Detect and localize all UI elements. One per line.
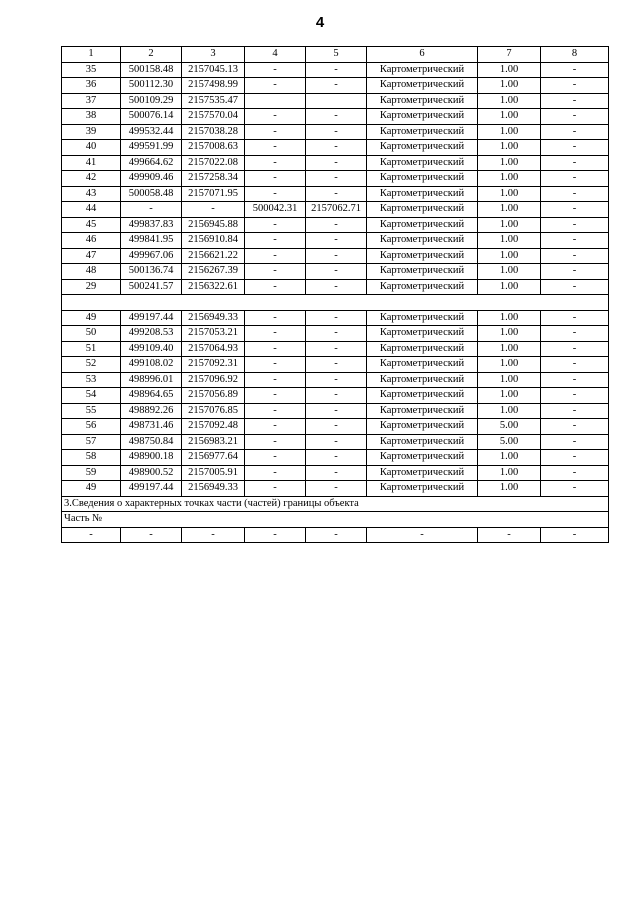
header-row bbox=[62, 47, 609, 63]
table-cell: - bbox=[245, 372, 306, 388]
table-cell: - bbox=[245, 419, 306, 435]
table-cell: 2157045.13 bbox=[182, 62, 245, 78]
table-cell: 49 bbox=[62, 481, 121, 497]
table-cell: 498892.26 bbox=[121, 403, 182, 419]
table-row bbox=[62, 326, 609, 342]
table-row bbox=[62, 109, 609, 125]
table-cell bbox=[245, 93, 306, 109]
table-cell: - bbox=[541, 155, 609, 171]
table-row bbox=[62, 248, 609, 264]
header-cell: 8 bbox=[541, 47, 609, 63]
table-cell: 1.00 bbox=[478, 450, 541, 466]
table-cell: 2156322.61 bbox=[182, 279, 245, 295]
table-cell: 1.00 bbox=[478, 403, 541, 419]
table-cell: 500112.30 bbox=[121, 78, 182, 94]
table-row bbox=[62, 93, 609, 109]
table-cell: 498996.01 bbox=[121, 372, 182, 388]
part-label-row bbox=[62, 512, 609, 528]
dash-cell: - bbox=[62, 527, 121, 543]
table-cell: - bbox=[245, 465, 306, 481]
dash-cell: - bbox=[245, 527, 306, 543]
table-cell: - bbox=[182, 202, 245, 218]
table-row bbox=[62, 171, 609, 187]
table-cell: - bbox=[306, 341, 367, 357]
header-cell: 1 bbox=[62, 47, 121, 63]
table-cell: Картометрический bbox=[367, 403, 478, 419]
table-cell: 1.00 bbox=[478, 372, 541, 388]
table-row bbox=[62, 357, 609, 373]
table-cell: 2157022.08 bbox=[182, 155, 245, 171]
table-cell: 2157071.95 bbox=[182, 186, 245, 202]
table-cell: - bbox=[306, 155, 367, 171]
table-cell: - bbox=[541, 388, 609, 404]
table-cell: 1.00 bbox=[478, 140, 541, 156]
table-cell: 1.00 bbox=[478, 124, 541, 140]
header-cell: 3 bbox=[182, 47, 245, 63]
table-cell: 36 bbox=[62, 78, 121, 94]
table-cell: 500042.31 bbox=[245, 202, 306, 218]
table-cell: 499909.46 bbox=[121, 171, 182, 187]
table-cell: - bbox=[245, 217, 306, 233]
table-cell: - bbox=[541, 109, 609, 125]
dash-cell: - bbox=[121, 527, 182, 543]
table-cell: - bbox=[306, 372, 367, 388]
table-cell: 1.00 bbox=[478, 264, 541, 280]
table-cell: 5.00 bbox=[478, 434, 541, 450]
table-row bbox=[62, 217, 609, 233]
table-cell: - bbox=[245, 403, 306, 419]
table-cell: Картометрический bbox=[367, 279, 478, 295]
table-cell: 49 bbox=[62, 310, 121, 326]
table-cell: - bbox=[245, 186, 306, 202]
table-row bbox=[62, 450, 609, 466]
table-cell: 1.00 bbox=[478, 78, 541, 94]
table-row bbox=[62, 388, 609, 404]
table-cell: Картометрический bbox=[367, 155, 478, 171]
table-cell: - bbox=[541, 78, 609, 94]
header-cell: 6 bbox=[367, 47, 478, 63]
table-cell: - bbox=[245, 326, 306, 342]
table-cell: - bbox=[245, 264, 306, 280]
table-cell: Картометрический bbox=[367, 372, 478, 388]
table-cell: 1.00 bbox=[478, 233, 541, 249]
table-cell: - bbox=[245, 388, 306, 404]
table-cell: Картометрический bbox=[367, 450, 478, 466]
table-cell: Картометрический bbox=[367, 124, 478, 140]
table-cell: - bbox=[245, 310, 306, 326]
table-cell: 2157064.93 bbox=[182, 341, 245, 357]
table-cell: Картометрический bbox=[367, 78, 478, 94]
table-row bbox=[62, 403, 609, 419]
table-cell: - bbox=[541, 264, 609, 280]
table-cell: 2156949.33 bbox=[182, 310, 245, 326]
table-cell: - bbox=[306, 233, 367, 249]
table-cell: 37 bbox=[62, 93, 121, 109]
table-cell: - bbox=[245, 341, 306, 357]
table-cell: 2156945.88 bbox=[182, 217, 245, 233]
table-cell: - bbox=[306, 465, 367, 481]
header-cell: 7 bbox=[478, 47, 541, 63]
dash-cell: - bbox=[541, 527, 609, 543]
section3-title: 3.Сведения о характерных точках части (частей) границы объекта bbox=[62, 496, 609, 512]
dash-cell: - bbox=[478, 527, 541, 543]
table-cell: - bbox=[541, 419, 609, 435]
table-cell: 2157005.91 bbox=[182, 465, 245, 481]
table-cell: 44 bbox=[62, 202, 121, 218]
table-cell: - bbox=[541, 62, 609, 78]
table-cell: 1.00 bbox=[478, 93, 541, 109]
table-cell: 50 bbox=[62, 326, 121, 342]
table-cell: 1.00 bbox=[478, 202, 541, 218]
table-cell: - bbox=[541, 140, 609, 156]
table-cell: - bbox=[541, 279, 609, 295]
table-cell: 2157535.47 bbox=[182, 93, 245, 109]
table-cell: 39 bbox=[62, 124, 121, 140]
table-cell: 2157092.48 bbox=[182, 419, 245, 435]
table-cell: - bbox=[245, 279, 306, 295]
dash-cell: - bbox=[182, 527, 245, 543]
table-cell: 43 bbox=[62, 186, 121, 202]
table-cell: Картометрический bbox=[367, 233, 478, 249]
table-cell: - bbox=[306, 171, 367, 187]
table-cell: Картометрический bbox=[367, 140, 478, 156]
table-cell: - bbox=[306, 109, 367, 125]
table-cell: - bbox=[306, 186, 367, 202]
table-cell: Картометрический bbox=[367, 419, 478, 435]
table-cell: - bbox=[306, 264, 367, 280]
table-cell: 2157076.85 bbox=[182, 403, 245, 419]
table-cell: - bbox=[306, 124, 367, 140]
table-cell: 2157053.21 bbox=[182, 326, 245, 342]
table-cell: - bbox=[541, 310, 609, 326]
table-cell: Картометрический bbox=[367, 434, 478, 450]
table-cell: 40 bbox=[62, 140, 121, 156]
table-cell: 498731.46 bbox=[121, 419, 182, 435]
table-cell: 1.00 bbox=[478, 357, 541, 373]
table-cell: - bbox=[306, 140, 367, 156]
part-label: Часть № bbox=[62, 512, 609, 528]
table-cell: - bbox=[245, 434, 306, 450]
table-cell: 52 bbox=[62, 357, 121, 373]
table-cell: 54 bbox=[62, 388, 121, 404]
table-cell: Картометрический bbox=[367, 310, 478, 326]
table-row bbox=[62, 434, 609, 450]
table-cell: Картометрический bbox=[367, 326, 478, 342]
table-row bbox=[62, 310, 609, 326]
table-row bbox=[62, 372, 609, 388]
table-cell: 1.00 bbox=[478, 109, 541, 125]
table-cell: - bbox=[541, 202, 609, 218]
table-cell: 499591.99 bbox=[121, 140, 182, 156]
table-cell: 2157258.34 bbox=[182, 171, 245, 187]
table-cell: - bbox=[245, 357, 306, 373]
table-cell: 38 bbox=[62, 109, 121, 125]
table-cell: Картометрический bbox=[367, 109, 478, 125]
table-cell: - bbox=[541, 341, 609, 357]
table-cell: Картометрический bbox=[367, 341, 478, 357]
table-cell: - bbox=[541, 186, 609, 202]
table-cell: 498750.84 bbox=[121, 434, 182, 450]
boundary-points-table bbox=[61, 46, 609, 543]
table-cell: 46 bbox=[62, 233, 121, 249]
table-cell: Картометрический bbox=[367, 264, 478, 280]
table-cell: 499208.53 bbox=[121, 326, 182, 342]
table-cell: 42 bbox=[62, 171, 121, 187]
page-number: 4 bbox=[315, 14, 325, 31]
table-cell: 51 bbox=[62, 341, 121, 357]
table-cell: 1.00 bbox=[478, 62, 541, 78]
table-cell: - bbox=[245, 109, 306, 125]
table-cell: 499664.62 bbox=[121, 155, 182, 171]
table-cell: - bbox=[245, 78, 306, 94]
blank-cell bbox=[62, 295, 609, 311]
table-cell: 1.00 bbox=[478, 217, 541, 233]
table-cell: - bbox=[541, 357, 609, 373]
dash-cell: - bbox=[306, 527, 367, 543]
table-cell: 1.00 bbox=[478, 155, 541, 171]
table-row bbox=[62, 155, 609, 171]
table-cell: 59 bbox=[62, 465, 121, 481]
table-cell: 499197.44 bbox=[121, 481, 182, 497]
table-cell: 2156983.21 bbox=[182, 434, 245, 450]
table-cell: 498964.65 bbox=[121, 388, 182, 404]
table-cell: - bbox=[306, 419, 367, 435]
table-cell: 1.00 bbox=[478, 481, 541, 497]
table-cell: Картометрический bbox=[367, 62, 478, 78]
table-cell: 500158.48 bbox=[121, 62, 182, 78]
table-cell: - bbox=[541, 372, 609, 388]
table-cell: Картометрический bbox=[367, 357, 478, 373]
table-cell: 499109.40 bbox=[121, 341, 182, 357]
table-cell: 500058.48 bbox=[121, 186, 182, 202]
table-cell: - bbox=[541, 326, 609, 342]
table-cell: 1.00 bbox=[478, 341, 541, 357]
table-cell: Картометрический bbox=[367, 248, 478, 264]
table-cell: - bbox=[306, 279, 367, 295]
table-cell: 48 bbox=[62, 264, 121, 280]
table-row bbox=[62, 264, 609, 280]
table-cell: Картометрический bbox=[367, 186, 478, 202]
table-cell: Картометрический bbox=[367, 202, 478, 218]
table-cell: 499108.02 bbox=[121, 357, 182, 373]
table-cell: 499967.06 bbox=[121, 248, 182, 264]
table-cell: 499197.44 bbox=[121, 310, 182, 326]
table-cell: 2156977.64 bbox=[182, 450, 245, 466]
blank-separator-row bbox=[62, 295, 609, 311]
table-cell: 29 bbox=[62, 279, 121, 295]
table-cell: Картометрический bbox=[367, 465, 478, 481]
table-cell: - bbox=[306, 217, 367, 233]
header-cell: 4 bbox=[245, 47, 306, 63]
table-cell: 41 bbox=[62, 155, 121, 171]
dash-row bbox=[62, 527, 609, 543]
table-cell bbox=[306, 93, 367, 109]
table-cell: 5.00 bbox=[478, 419, 541, 435]
table-row bbox=[62, 419, 609, 435]
table-cell: - bbox=[245, 140, 306, 156]
table-cell: - bbox=[245, 481, 306, 497]
table-cell: - bbox=[245, 171, 306, 187]
table-cell: 2157062.71 bbox=[306, 202, 367, 218]
table-cell: - bbox=[306, 326, 367, 342]
table-row bbox=[62, 481, 609, 497]
table-cell: 499841.95 bbox=[121, 233, 182, 249]
table-row bbox=[62, 465, 609, 481]
table-cell: 498900.18 bbox=[121, 450, 182, 466]
table-cell: 1.00 bbox=[478, 310, 541, 326]
table-cell: - bbox=[245, 233, 306, 249]
table-cell: - bbox=[541, 403, 609, 419]
table-cell: - bbox=[245, 248, 306, 264]
table-cell: 1.00 bbox=[478, 279, 541, 295]
table-cell: - bbox=[541, 465, 609, 481]
table-cell: - bbox=[245, 124, 306, 140]
table-cell: - bbox=[541, 233, 609, 249]
table-cell: 58 bbox=[62, 450, 121, 466]
table-cell: - bbox=[306, 357, 367, 373]
table-cell: - bbox=[541, 124, 609, 140]
table-cell: 499532.44 bbox=[121, 124, 182, 140]
table-cell: - bbox=[541, 450, 609, 466]
table-cell: 2157498.99 bbox=[182, 78, 245, 94]
table-cell: - bbox=[541, 171, 609, 187]
table-cell: - bbox=[245, 450, 306, 466]
table-cell: 500109.29 bbox=[121, 93, 182, 109]
table-cell: 2156621.22 bbox=[182, 248, 245, 264]
table-cell: - bbox=[245, 155, 306, 171]
table-cell: 498900.52 bbox=[121, 465, 182, 481]
table-cell: 1.00 bbox=[478, 248, 541, 264]
table-cell: 500136.74 bbox=[121, 264, 182, 280]
table-cell: 1.00 bbox=[478, 388, 541, 404]
table-cell: 2157056.89 bbox=[182, 388, 245, 404]
table-cell: 1.00 bbox=[478, 326, 541, 342]
table-cell: Картометрический bbox=[367, 217, 478, 233]
table-cell: - bbox=[306, 78, 367, 94]
table-row bbox=[62, 279, 609, 295]
header-cell: 5 bbox=[306, 47, 367, 63]
table-cell: 55 bbox=[62, 403, 121, 419]
dash-cell: - bbox=[367, 527, 478, 543]
table-cell: - bbox=[541, 93, 609, 109]
table-cell: 2157008.63 bbox=[182, 140, 245, 156]
table-cell: 47 bbox=[62, 248, 121, 264]
table-cell: 2157096.92 bbox=[182, 372, 245, 388]
table-cell: - bbox=[306, 248, 367, 264]
table-cell: Картометрический bbox=[367, 171, 478, 187]
table-cell: 1.00 bbox=[478, 171, 541, 187]
table-cell: 499837.83 bbox=[121, 217, 182, 233]
table-cell: - bbox=[121, 202, 182, 218]
table-row bbox=[62, 341, 609, 357]
table-row bbox=[62, 233, 609, 249]
table-cell: - bbox=[306, 434, 367, 450]
table-row bbox=[62, 140, 609, 156]
table-cell: 2156910.84 bbox=[182, 233, 245, 249]
table-row bbox=[62, 186, 609, 202]
table-cell: 500076.14 bbox=[121, 109, 182, 125]
table-cell: - bbox=[306, 388, 367, 404]
table-cell: 35 bbox=[62, 62, 121, 78]
table-cell: - bbox=[306, 403, 367, 419]
table-cell: - bbox=[306, 450, 367, 466]
table-cell: - bbox=[245, 62, 306, 78]
table-cell: - bbox=[541, 434, 609, 450]
table-cell: 45 bbox=[62, 217, 121, 233]
section3-row bbox=[62, 496, 609, 512]
table-cell: 2157092.31 bbox=[182, 357, 245, 373]
table-cell: Картометрический bbox=[367, 481, 478, 497]
table-cell: 1.00 bbox=[478, 465, 541, 481]
table-cell: - bbox=[541, 481, 609, 497]
table-cell: - bbox=[541, 217, 609, 233]
table-cell: 57 bbox=[62, 434, 121, 450]
table-cell: - bbox=[306, 481, 367, 497]
table-cell: 53 bbox=[62, 372, 121, 388]
table-row bbox=[62, 124, 609, 140]
table-row bbox=[62, 62, 609, 78]
table-cell: 2156267.39 bbox=[182, 264, 245, 280]
table-cell: - bbox=[306, 310, 367, 326]
table-row bbox=[62, 78, 609, 94]
table-row bbox=[62, 202, 609, 218]
table-cell: - bbox=[306, 62, 367, 78]
table-cell: Картометрический bbox=[367, 93, 478, 109]
table-cell: 1.00 bbox=[478, 186, 541, 202]
table-cell: 2156949.33 bbox=[182, 481, 245, 497]
table-cell: 2157570.04 bbox=[182, 109, 245, 125]
header-cell: 2 bbox=[121, 47, 182, 63]
table-cell: 500241.57 bbox=[121, 279, 182, 295]
table-cell: 2157038.28 bbox=[182, 124, 245, 140]
table-cell: 56 bbox=[62, 419, 121, 435]
table-cell: Картометрический bbox=[367, 388, 478, 404]
table-cell: - bbox=[541, 248, 609, 264]
